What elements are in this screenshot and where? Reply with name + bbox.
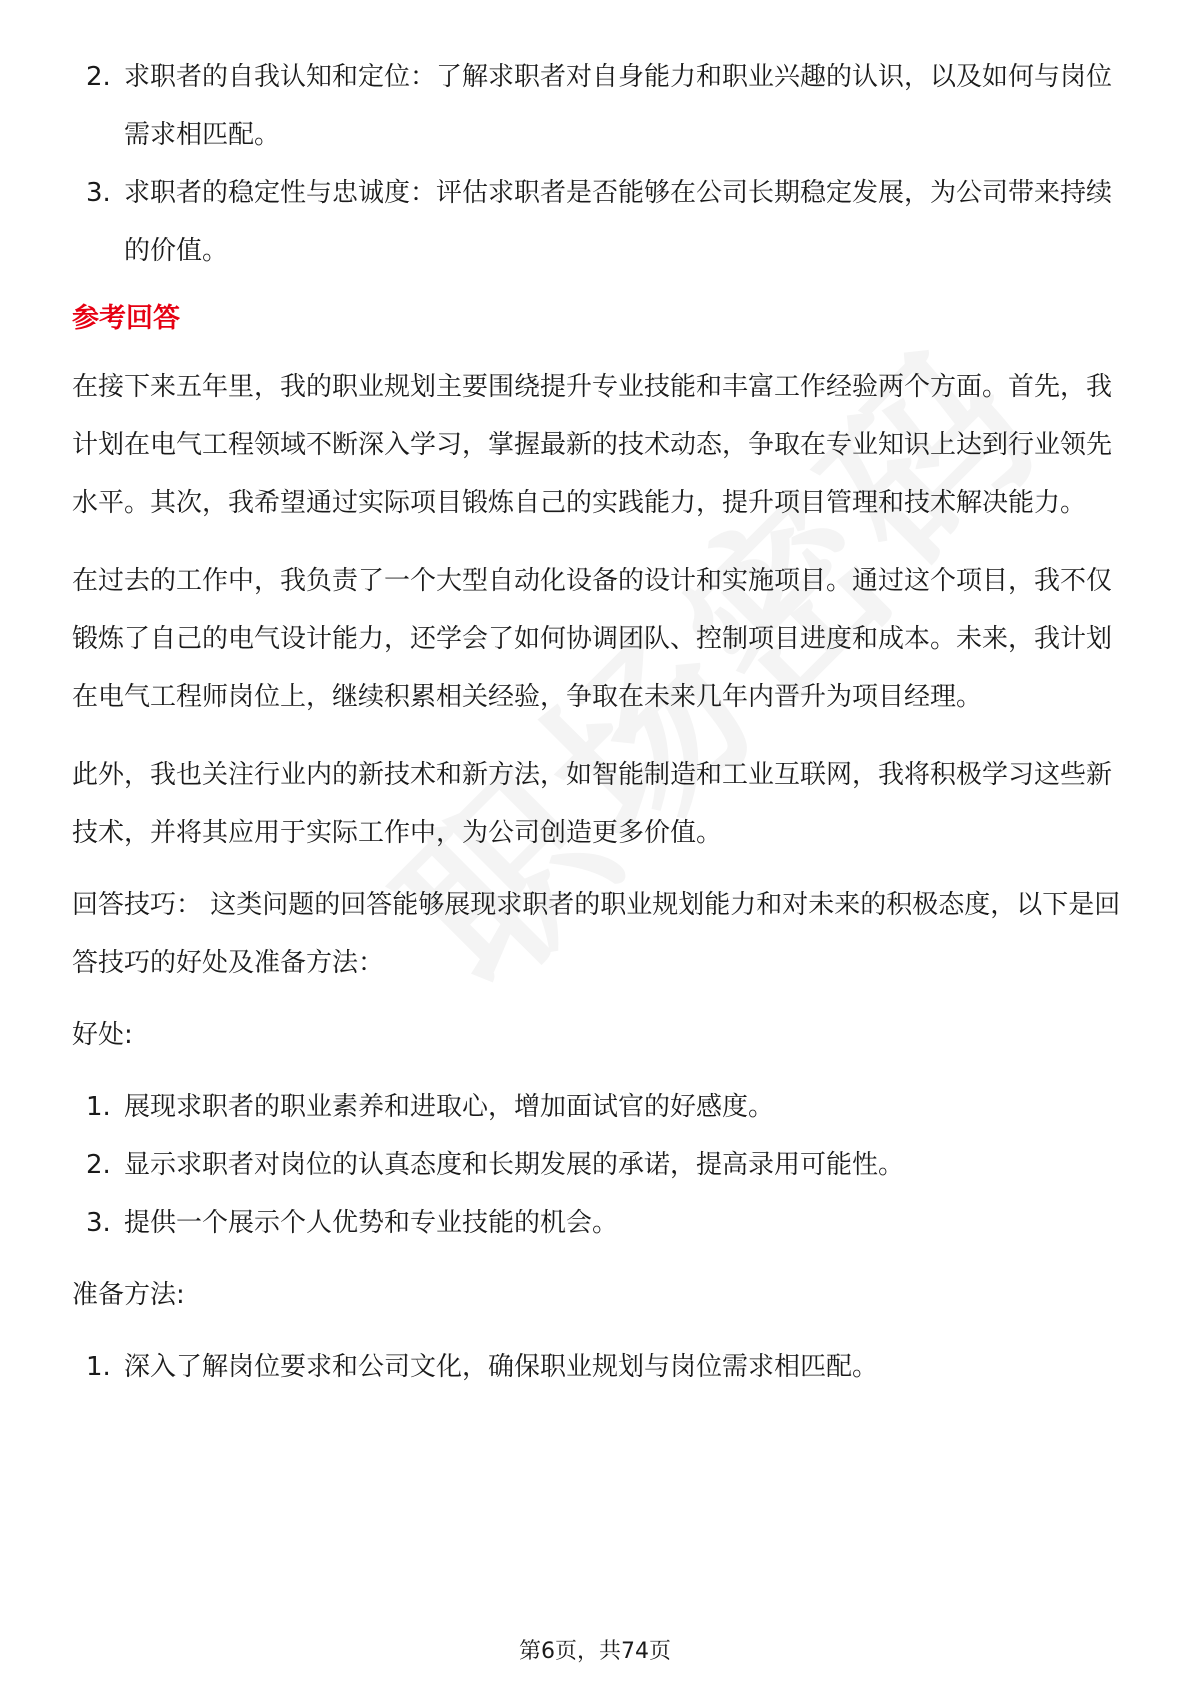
list-text: 求职者的自我认知和定位：了解求职者对自身能力和职业兴趣的认识，以及如何与岗位需求相匹配。 (124, 62, 1113, 150)
list-item (72, 1136, 1122, 1194)
page-content (72, 48, 1122, 1396)
list-text: 显示求职者对岗位的认真态度和长期发展的承诺，提高录用可能性。 (124, 1150, 905, 1180)
paragraph: 此外，我也关注行业内的新技术和新方法，如智能制造和工业互联网，我将积极学习这些新技术，并将其应用于实际工作中，为公司创造更多价值。 (72, 760, 1113, 848)
preparation-list (72, 1338, 1122, 1396)
list-item (72, 1338, 1122, 1396)
preparation-label: 准备方法: (72, 1280, 185, 1310)
list-number: 2. (86, 1150, 111, 1180)
paragraph: 回答技巧： 这类问题的回答能够展现求职者的职业规划能力和对未来的积极态度，以下是回答技巧的好处及准备方法： (72, 890, 1121, 978)
list-text: 展现求职者的职业素养和进取心，增加面试官的好感度。 (124, 1092, 775, 1122)
benefits-label: 好处: (72, 1020, 133, 1050)
list-number: 3. (86, 1208, 111, 1238)
paragraph: 在过去的工作中，我负责了一个大型自动化设备的设计和实施项目。通过这个项目，我不仅锻炼了自己的电气设计能力，还学会了如何协调团队、控制项目进度和成本。未来，我计划在电气工程师岗位上，继续积累相关经验，争取在未来几年内晋升为项目经理。 (72, 566, 1113, 712)
list-number: 1. (86, 1352, 111, 1382)
list-item (72, 48, 1122, 164)
list-text: 求职者的稳定性与忠诚度：评估求职者是否能够在公司长期稳定发展，为公司带来持续的价值。 (124, 178, 1113, 266)
page-number: 第6页，共74页 (519, 1639, 671, 1664)
list-item (72, 1078, 1122, 1136)
list-number: 3. (86, 178, 111, 208)
list-text: 深入了解岗位要求和公司文化，确保职业规划与岗位需求相匹配。 (124, 1352, 879, 1382)
section-heading: 参考回答 (72, 303, 180, 334)
list-text: 提供一个展示个人优势和专业技能的机会。 (124, 1208, 619, 1238)
criteria-list (72, 48, 1122, 280)
paragraph: 在接下来五年里，我的职业规划主要围绕提升专业技能和丰富工作经验两个方面。首先，我计划在电气工程领域不断深入学习，掌握最新的技术动态，争取在专业知识上达到行业领先水平。其次，我希望通过实际项目锻炼自己的实践能力，提升项目管理和技术解决能力。 (72, 372, 1113, 518)
benefits-list (72, 1078, 1122, 1252)
list-item (72, 1194, 1122, 1252)
list-number: 1. (86, 1092, 111, 1122)
list-item (72, 164, 1122, 280)
list-number: 2. (86, 62, 111, 92)
